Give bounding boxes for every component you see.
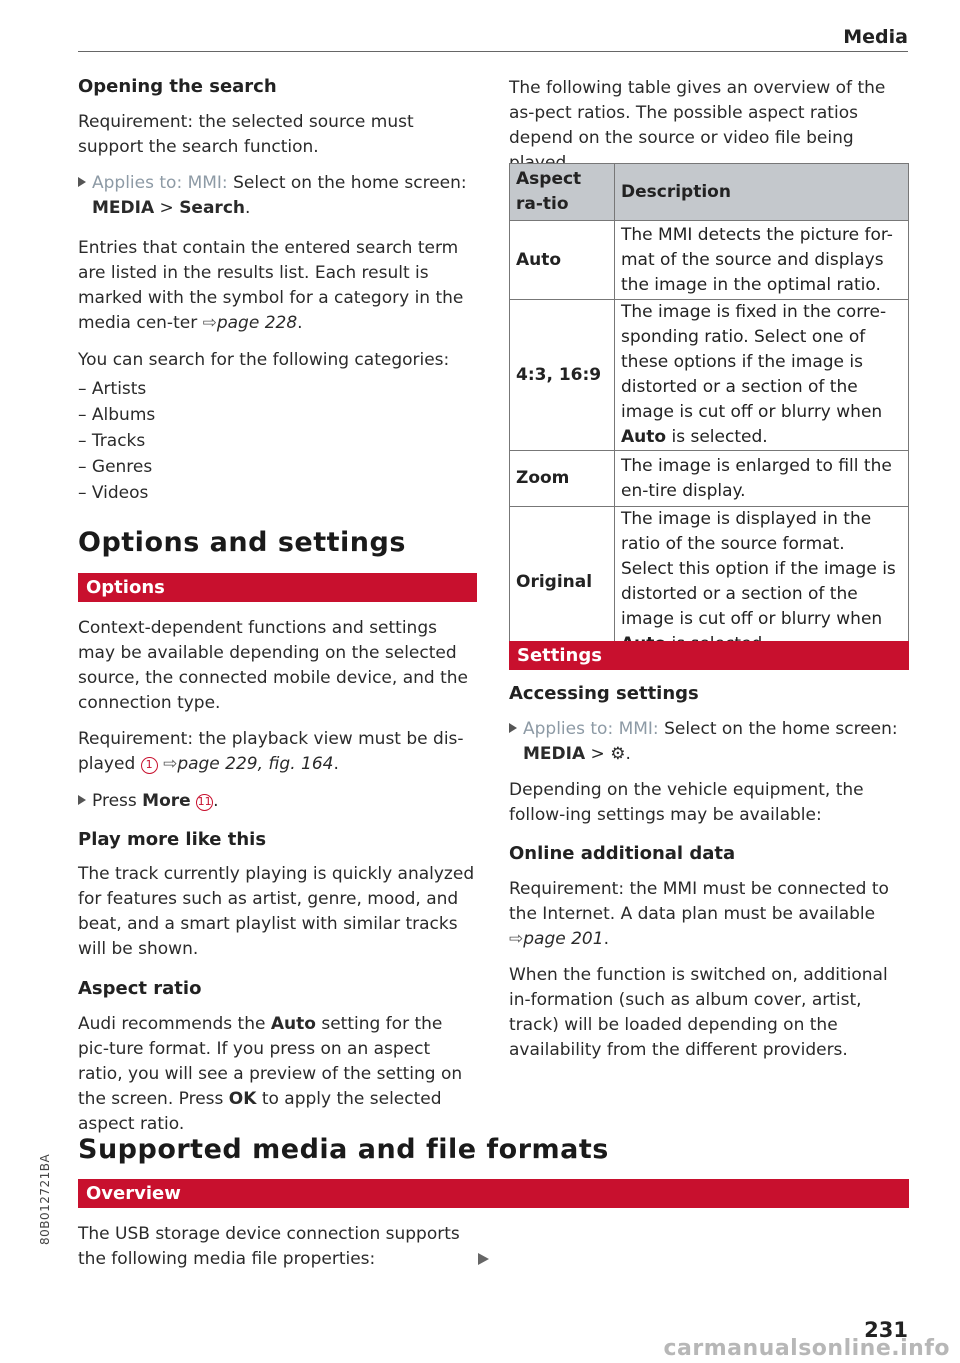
list-item: – Albums (78, 405, 156, 425)
page-number: 231 (864, 1318, 908, 1342)
applies-text: Select on the home screen: (664, 719, 898, 739)
xref-arrow-icon: ⇨ (509, 929, 524, 949)
options-settings-title: Options and settings (78, 527, 406, 558)
callout-number: 1 (141, 757, 158, 774)
options-text: Context-dependent functions and settings may be available depending on the selected source, the connected mobile device, and the connection type. (78, 618, 468, 713)
options-requirement (78, 727, 473, 777)
online-req-end: . (603, 929, 609, 949)
table-row (510, 300, 909, 451)
online-req-text: Requirement: the MMI must be connected to the Internet. A data plan must be available (509, 879, 889, 924)
table-row (510, 507, 909, 658)
online-data-heading: Online additional data (509, 843, 736, 864)
bullet-arrow-icon (509, 723, 517, 733)
table-cell-ratio: Original (510, 507, 615, 658)
applies-instruction (78, 171, 473, 221)
path-end: . (245, 198, 251, 218)
aspect-ok: OK (228, 1089, 257, 1109)
accessing-settings-heading: Accessing settings (509, 683, 699, 704)
aspect-text-1: Audi recommends the (78, 1014, 266, 1034)
categories-intro: You can search for the following categories: (78, 350, 450, 370)
press-end: . (213, 791, 219, 811)
table-header-row (510, 164, 909, 221)
aspect-text-2: setting for the pic-ture format. If you press on an aspect ratio, you will see a preview of the setting on the screen. Press (78, 1014, 463, 1109)
table-cell-desc: The image is displayed in the ratio of the source format. Select this option if the image is distorted or a section of the image is cut off or blurry when (615, 507, 909, 658)
opening-search-heading: Opening the search (78, 76, 277, 97)
table-intro: The following table gives an overview of the as-pect ratios. The possible aspect ratios depend on the source or video file being (509, 78, 886, 148)
accessing-instruction (509, 717, 909, 767)
path-end: . (625, 744, 631, 764)
path-separator: > (585, 744, 611, 764)
online-text: When the function is switched on, additional in-formation (such as album cover, artist, track) will be loaded depending on the availability from the different providers. (509, 965, 888, 1060)
path-separator: > (154, 198, 180, 218)
entries-paragraph (78, 236, 473, 336)
xref-arrow-icon: ⇨ (163, 754, 178, 774)
table-header: Description (615, 164, 909, 221)
aspect-auto: Auto (270, 1014, 316, 1034)
entries-text: Entries that contain the entered search term are listed in the results list. Each result is marked with the symbol for a category in the media cen-ter (78, 238, 464, 333)
table-row (510, 221, 909, 300)
callout-number: 11 (196, 794, 213, 811)
options-page-ref[interactable]: page 229, fig. 164 (177, 754, 334, 774)
entries-page-ref[interactable]: page 228 (216, 313, 298, 333)
table-cell-desc: The MMI detects the picture for-mat of the source and displays the image in the optimal ratio. (615, 221, 909, 300)
gear-icon: ⚙ (610, 744, 626, 764)
entries-end: . (297, 313, 303, 333)
options-req-end: . (333, 754, 339, 774)
side-code: 80B012721BA (38, 1153, 52, 1245)
overview-text: The USB storage device connection supports the following media file properties: (78, 1224, 460, 1269)
path-search: Search (179, 198, 245, 218)
opening-search-requirement: Requirement: the selected source must support the search function. (78, 112, 414, 157)
watermark: carmanualsonline.info (663, 1336, 950, 1361)
table-cell-ratio: Zoom (510, 451, 615, 507)
list-item: – Tracks (78, 431, 146, 451)
path-media: MEDIA (523, 744, 586, 764)
settings-bar: Settings (509, 641, 909, 670)
table-row (510, 451, 909, 507)
play-more-heading: Play more like this (78, 829, 267, 850)
continue-arrow-icon (478, 1253, 489, 1265)
categories-list (78, 376, 155, 506)
path-media: MEDIA (92, 198, 155, 218)
press-prefix: Press (92, 791, 137, 811)
aspect-ratio-text (78, 1012, 473, 1137)
supported-formats-title: Supported media and file formats (78, 1134, 609, 1165)
press-more-label: More (142, 791, 191, 811)
online-requirement (509, 877, 909, 952)
table-cell-ratio: Auto (510, 221, 615, 300)
list-item: – Videos (78, 483, 149, 503)
list-item: – Genres (78, 457, 153, 477)
bullet-arrow-icon (78, 177, 86, 187)
overview-bar: Overview (78, 1179, 909, 1208)
play-more-text: The track currently playing is quickly analyzed for features such as artist, genre, mood, and beat, and a smart playlist with similar tracks will be shown. (78, 864, 475, 959)
table-header: Aspect ra-tio (510, 164, 615, 221)
applies-prefix: Applies to: MMI: (92, 173, 228, 193)
table-cell-desc: The image is enlarged to fill the en-tire display. (615, 451, 909, 507)
online-page-ref[interactable]: page 201 (523, 929, 604, 949)
options-req-text: Requirement: the playback view must be dis-played (78, 729, 464, 774)
list-item: – Artists (78, 379, 147, 399)
page-header-title: Media (843, 26, 908, 48)
depending-text: Depending on the vehicle equipment, the follow-ing settings may be available: (509, 780, 864, 825)
aspect-ratio-table (509, 163, 909, 658)
header-rule (78, 51, 908, 52)
table-cell-ratio: 4:3, 16:9 (510, 300, 615, 451)
table-cell-desc: The image is fixed in the corre-sponding ratio. Select one of these options if the image is distorted or a section of the image is cut off or blurry when Auto is selected. (615, 300, 909, 451)
press-more-instruction (78, 789, 473, 814)
options-bar: Options (78, 573, 477, 602)
xref-arrow-icon: ⇨ (202, 313, 217, 333)
aspect-text-3: to apply the selected aspect ratio. (78, 1089, 442, 1134)
bullet-arrow-icon (78, 795, 86, 805)
applies-text: Select on the home screen: (233, 173, 467, 193)
applies-prefix: Applies to: MMI: (523, 719, 659, 739)
aspect-ratio-heading: Aspect ratio (78, 978, 202, 999)
